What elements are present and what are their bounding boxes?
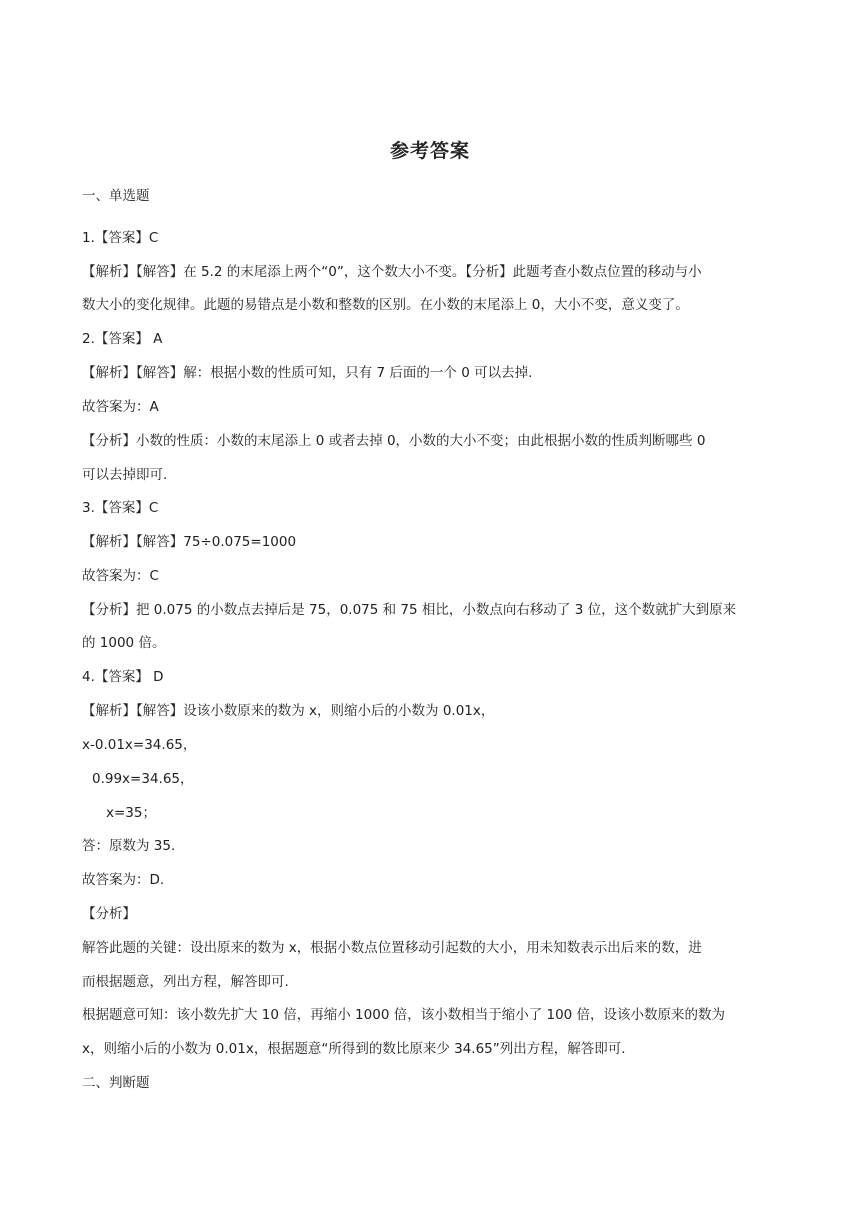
answer-2-analysis-line-1: 【分析】小数的性质：小数的末尾添上 0 或者去掉 0，小数的大小不变；由此根据小数的性质判断哪些 0 <box>82 433 706 449</box>
section-heading-true-false: 二、判断题 <box>82 1075 150 1091</box>
answer-4-equation-1: x-0.01x=34.65， <box>82 737 197 753</box>
answer-4-conclusion: 答：原数为 35. <box>82 838 176 854</box>
answer-4-equation-2: 0.99x=34.65， <box>92 771 194 787</box>
answer-4-explanation: 【解析】【解答】设该小数原来的数为 x，则缩小后的小数为 0.01x， <box>82 703 495 719</box>
page-title: 参考答案 <box>389 140 470 162</box>
answer-1-explanation-line-1: 【解析】【解答】在 5.2 的末尾添上两个“0”，这个数大小不变。【分析】此题考查小数点位置的移动与小 <box>82 264 702 280</box>
answer-4-analysis-label: 【分析】 <box>82 906 136 922</box>
answer-1-explanation-line-2: 数大小的变化规律。此题的易错点是小数和整数的区别。在小数的末尾添上 0，大小不变，意义变了。 <box>82 297 689 313</box>
answer-1-label: 1.【答案】C <box>82 230 159 246</box>
answer-2-explanation: 【解析】【解答】解：根据小数的性质可知，只有 7 后面的一个 0 可以去掉. <box>82 365 533 381</box>
answer-3-result: 故答案为：C <box>82 568 159 584</box>
answer-4-analysis-line-3: 根据题意可知：该小数先扩大 10 倍，再缩小 1000 倍，该小数相当于缩小了 100 倍，设该小数原来的数为 <box>82 1007 726 1023</box>
section-heading-single-choice: 一、单选题 <box>82 188 150 204</box>
answer-3-label: 3.【答案】C <box>82 500 159 516</box>
answer-3-analysis-line-1: 【分析】把 0.075 的小数点去掉后是 75，0.075 和 75 相比，小数点向右移动了 3 位，这个数就扩大到原来 <box>82 602 737 618</box>
answer-2-label: 2.【答案】 A <box>82 331 163 347</box>
answer-2-analysis-line-2: 可以去掉即可. <box>82 467 168 483</box>
answer-4-analysis-line-1: 解答此题的关键：设出原来的数为 x，根据小数点位置移动引起数的大小，用未知数表示出后来的数，进 <box>82 940 702 956</box>
answer-3-explanation: 【解析】【解答】75÷0.075=1000 <box>82 534 297 550</box>
answer-3-analysis-line-2: 的 1000 倍。 <box>82 635 166 651</box>
answer-2-result: 故答案为：A <box>82 399 159 415</box>
answer-4-label: 4.【答案】 D <box>82 669 164 685</box>
answer-4-analysis-line-4: x，则缩小后的小数为 0.01x，根据题意“所得到的数比原来少 34.65”列出方程，解答即可. <box>82 1041 626 1057</box>
answer-4-result: 故答案为：D. <box>82 872 165 888</box>
answer-4-equation-3: x=35； <box>106 805 156 821</box>
answer-4-analysis-line-2: 而根据题意，列出方程，解答即可. <box>82 974 289 990</box>
